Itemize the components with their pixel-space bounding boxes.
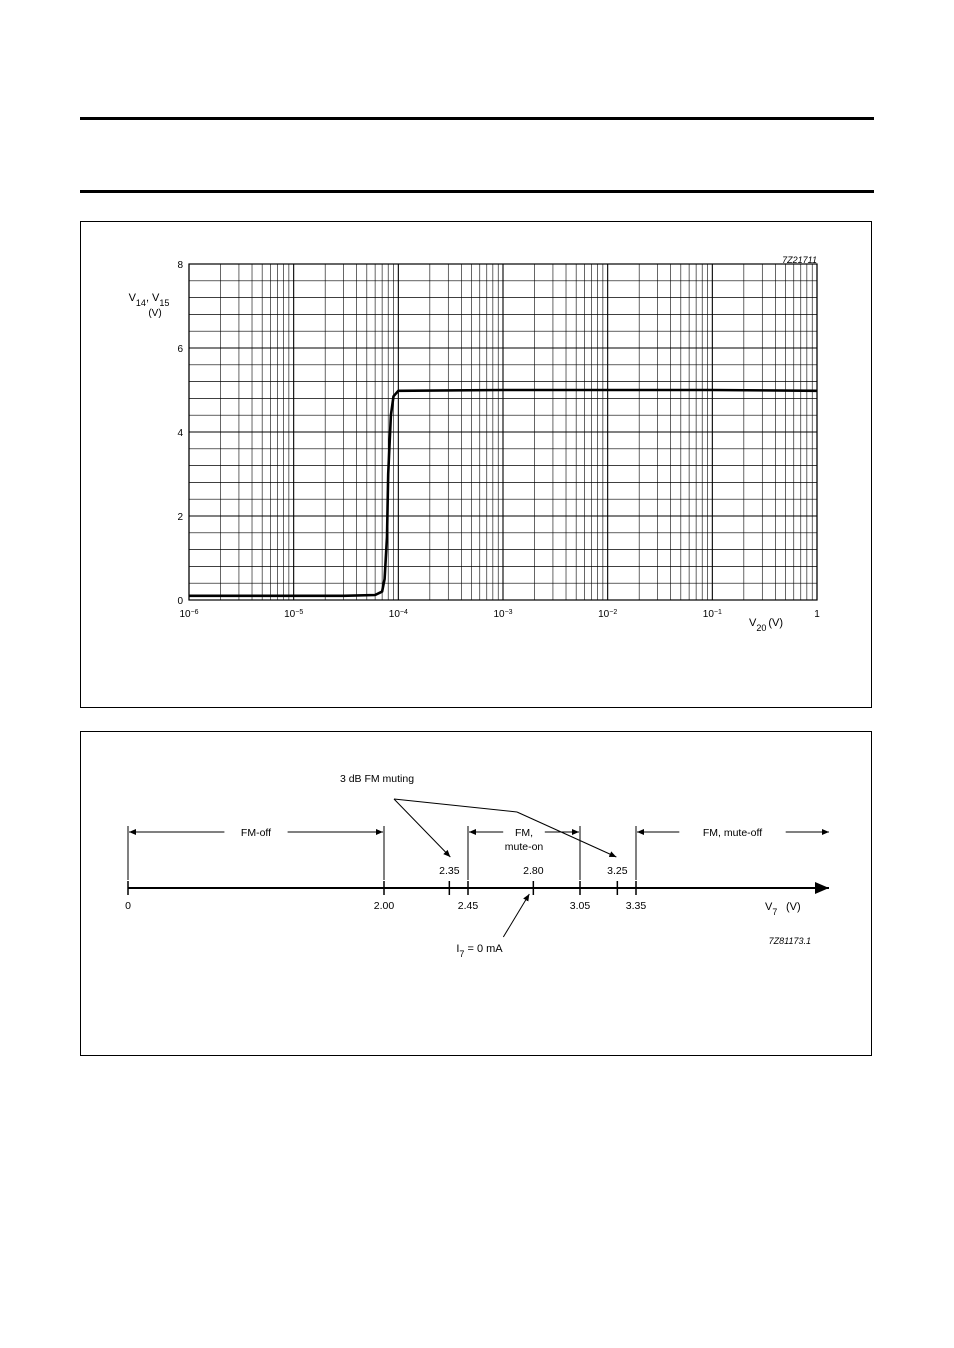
y-tick-labels [177, 260, 183, 607]
line-chart [81, 222, 873, 709]
y-tick-label: 4 [177, 428, 183, 439]
x-tick-label: $10^{-4}$ [388, 608, 408, 620]
current-annotation: $I_7 = 0$ mA [456, 943, 503, 959]
y-axis-label: $V_{14}$, $V_{15}$ [128, 292, 170, 308]
leader-line [394, 799, 517, 812]
x-tick-label: $10^{-5}$ [284, 608, 304, 620]
chart-panel-2 [80, 731, 872, 1056]
range-brackets [128, 826, 829, 880]
header-rule-bottom [80, 190, 874, 193]
axis-unit: (V) [786, 901, 801, 913]
y-axis-unit: (V) [148, 308, 162, 319]
range-label: FM-off [240, 827, 272, 839]
tick-label: 2.35 [439, 865, 460, 877]
chart-grid [189, 264, 817, 600]
annotations [340, 773, 616, 959]
x-tick-label: 1 [814, 609, 820, 620]
tick-label: 3.25 [607, 865, 628, 877]
range-label: FM, mute-off [702, 827, 763, 839]
y-tick-label: 0 [177, 596, 183, 607]
muting-annotation: 3 dB FM muting [339, 773, 415, 785]
tick-label: 3.05 [569, 900, 591, 912]
x-tick-label: $10^{-2}$ [598, 608, 618, 620]
range-label: FM, [514, 827, 534, 839]
y-tick-label: 2 [177, 512, 183, 523]
tick-label: 2.45 [457, 900, 479, 912]
x-axis-label: $V_{20}$ (V) [749, 617, 784, 633]
x-tick-label: $10^{-3}$ [493, 608, 513, 620]
chart-panel-1 [80, 221, 872, 708]
chart-code: 7Z21711 [782, 255, 817, 265]
y-tick-label: 6 [177, 344, 183, 355]
tick-label: 2.80 [523, 865, 544, 877]
diagram-code: 7Z81173.1 [768, 936, 811, 946]
tick-label: 2.00 [373, 900, 395, 912]
tick-label: 3.35 [625, 900, 647, 912]
voltage-range-diagram [81, 732, 873, 1057]
x-tick-label: $10^{-6}$ [179, 608, 199, 620]
current-arrow [503, 894, 529, 937]
leader-arrow [394, 799, 450, 857]
number-line-axis [128, 888, 829, 917]
range-label: mute-on [504, 841, 544, 853]
x-tick-label: $10^{-1}$ [702, 608, 722, 620]
y-tick-label: 8 [177, 260, 183, 271]
axis-label: $V_7$ [765, 901, 778, 917]
x-tick-labels [179, 609, 820, 621]
tick-label: 0 [125, 900, 131, 912]
header-rule-top [80, 117, 874, 120]
